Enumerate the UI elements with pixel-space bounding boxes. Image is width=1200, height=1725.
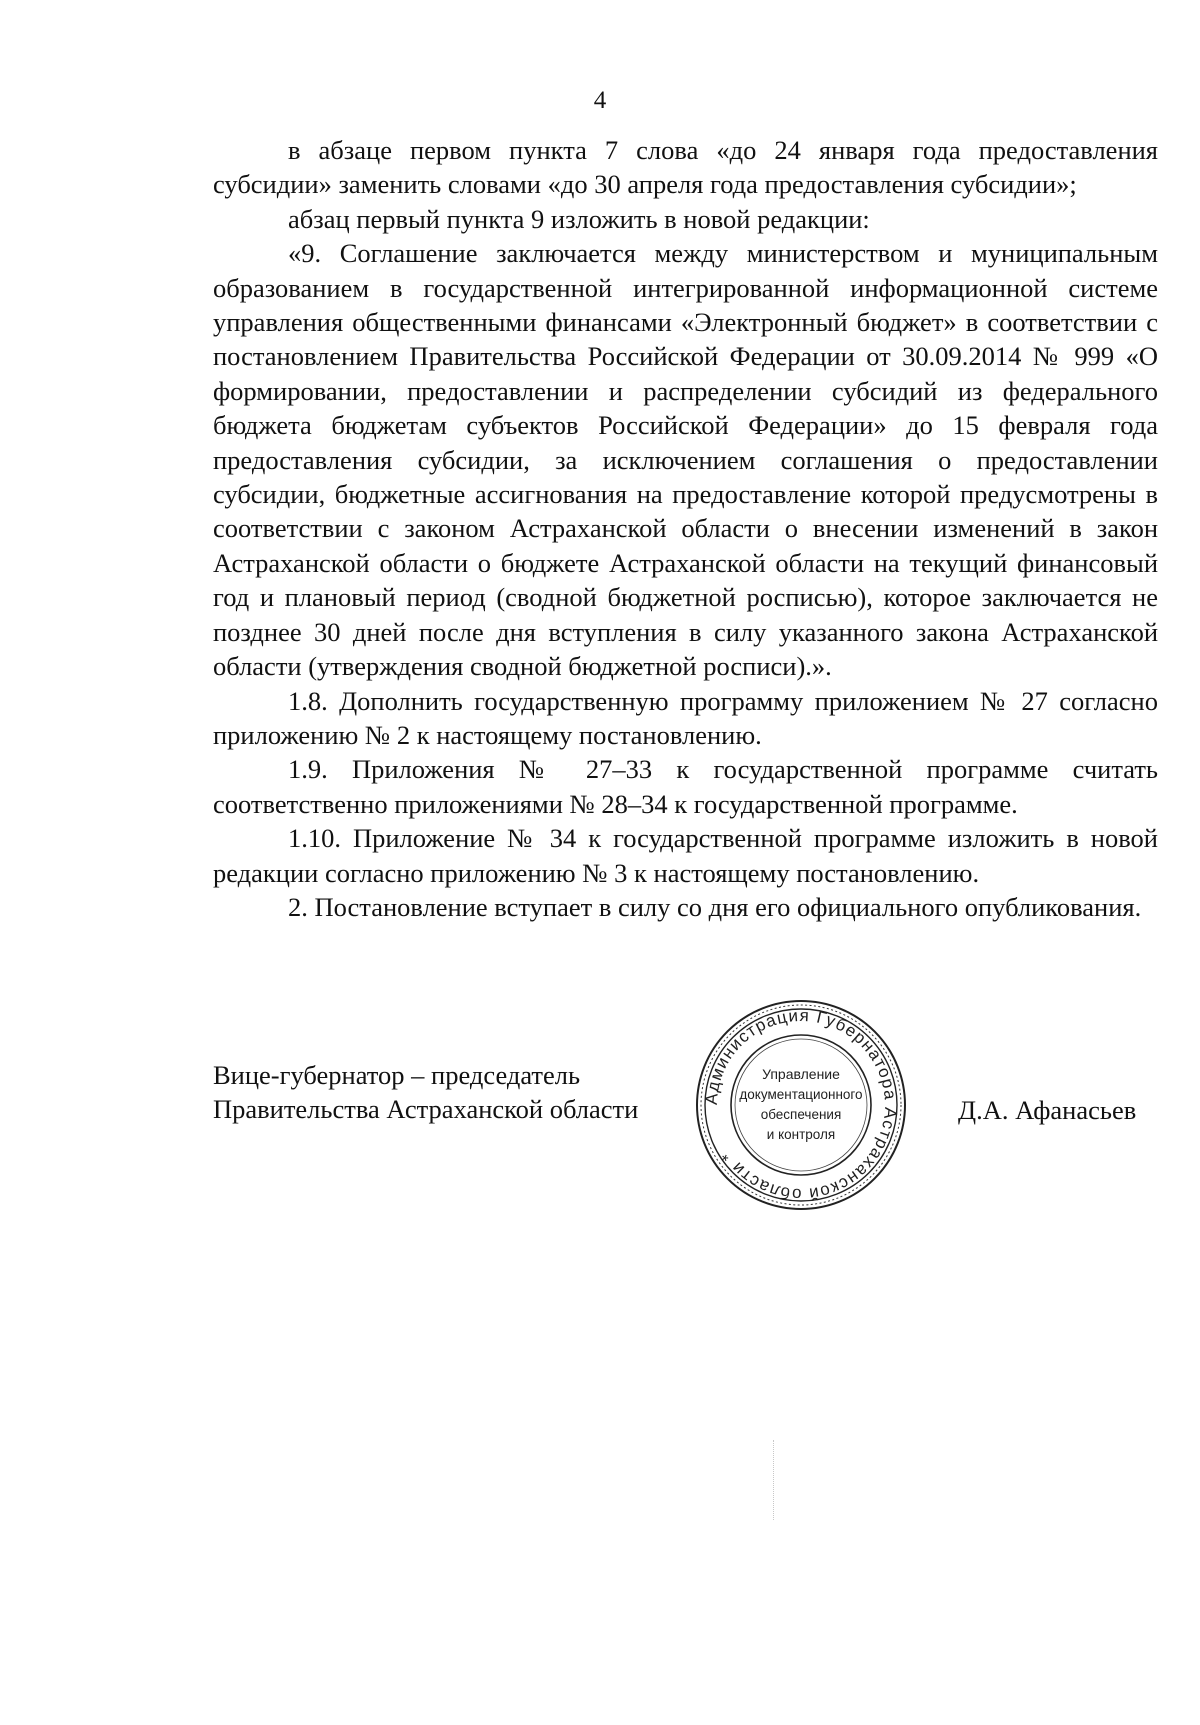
seal-stamp-graphic [693,997,909,1213]
document-body [213,133,1158,924]
seal-center-line-1: Управление [762,1066,840,1082]
seal-center-line-2: документационного [739,1087,863,1102]
paragraph-amend-point-9-intro: абзац первый пункта 9 изложить в новой редакции: [288,203,870,234]
scan-artifact-divider [773,1440,776,1520]
seal-center-line-3: обеспечения [760,1107,842,1122]
paragraph-item-1-8: 1.8. Дополнить государственную программу приложением № 27 согласно приложению № 2 к настоящему постановлению. [213,685,1158,750]
signatory-position [213,1058,713,1126]
paragraph-item-2: 2. Постановление вступает в силу со дня его официального опубликования. [288,891,1142,922]
paragraph-item-1-9: 1.9. Приложения № 27–33 к государственной программе считать соответственно приложениями № 28–34 к государственной программе. [213,754,1158,819]
seal-center-line-4: и контроля [766,1127,836,1142]
paragraph-item-1-10: 1.10. Приложение № 34 к государственной программе изложить в новой редакции согласно приложению № 3 к настоящему постановлению. [213,823,1158,888]
signatory-position-line-1: Вице-губернатор – председатель [213,1060,581,1090]
seal-ring-text-path: Администрация Губернатора Астраханской области * [701,1005,901,1205]
paragraph-point-9-new-text: «9. Соглашение заключается между министерством и муниципальным образованием в государственной интегрированной информационной системе управления общественными финансами «Электронный бюджет» в соответствии с постановлением Правительства Российской Федерации от 30.09.2014 № 999 «О формировании, предоставлении и распределении субсидий из федерального бюджета бюджетам субъектов Российской Федерации» до 15 февраля года предоставления субсидии, за исключением соглашения о предоставлении субсидии, бюджетные ассигнования на предоставление которой предусмотрены в соответствии с законом Астраханской области о внесении изменений в закон Астраханской области о бюджете Астраханской области на текущий финансовый год и плановый период (сводной бюджетной росписью), которое заключается не позднее 30 дней после дня вступления в силу указанного закона Астраханской области (утверждения сводной бюджетной росписи).». [213,238,1158,682]
signatory-position-line-2: Правительства Астраханской области [213,1094,639,1124]
paragraph-amend-point-7: в абзаце первом пункта 7 слова «до 24 января года предоставления субсидии» заменить словами «до 30 апреля года предоставления субсидии»; [213,135,1158,200]
signatory-name: Д.А. Афанасьев [958,1095,1137,1125]
official-seal-stamp [693,997,909,1213]
page-number: 4 [593,87,607,114]
